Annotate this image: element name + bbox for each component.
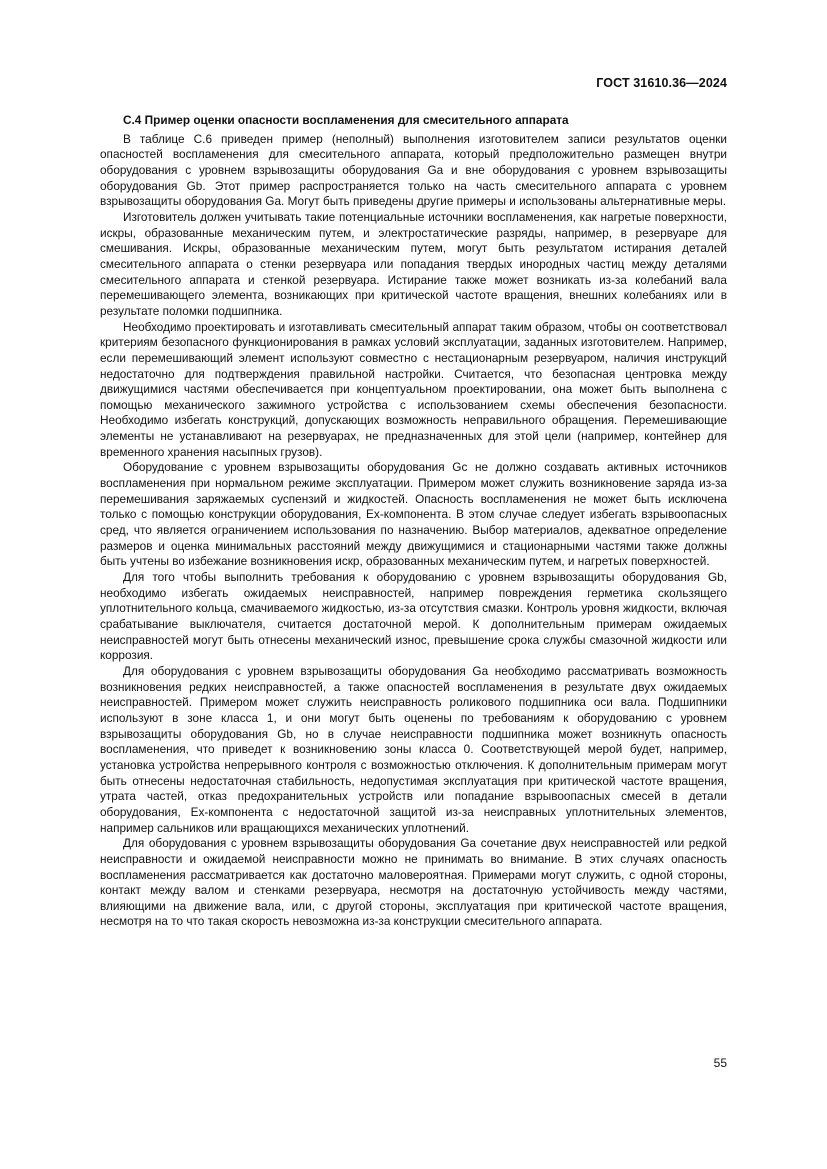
page-number: 55 <box>713 1056 727 1070</box>
paragraph-4: Оборудование с уровнем взрывозащиты оборудования Gc не должно создавать активных источников воспламенения при нормальном режиме эксплуатации. Примером может служить возникновение заряда из-за перемешивания заряжаемых суспензий и жидкостей. Опасность воспламенения не может быть исключена только с помощью конструкции оборудования, Ex-компонента. В этом случае следует избегать взрывоопасных сред, что является ограничением использования по назначению. Выбор материалов, адекватное определение размеров и оценка минимальных расстояний между движущимися и стационарными частями также должны быть учтены во избежание возникновения искр, образованных механическим путем, и нагретых поверхностей. <box>100 460 727 569</box>
paragraph-5: Для того чтобы выполнить требования к оборудованию с уровнем взрывозащиты оборудования Gb, необходимо избегать ожидаемых неисправностей, например повреждения герметика скользящего уплотнительного кольца, смачиваемого жидкостью, из-за отсутствия смазки. Контроль уровня жидкости, включая срабатывание выключателя, считается достаточной мерой. К дополнительным примерам ожидаемых неисправностей могут быть отнесены механический износ, превышение срока службы смазочной жидкости или коррозия. <box>100 570 727 663</box>
paragraph-6: Для оборудования с уровнем взрывозащиты оборудования Ga необходимо рассматривать возможность возникновения редких неисправностей, а также опасностей воспламенения в результате двух ожидаемых неисправностей. Примером может служить неисправность роликового подшипника оси вала. Подшипники используют в зоне класса 1, и они могут быть оценены по требованиям к оборудованию с уровнем взрывозащиты оборудования Gb, но в случае неисправности подшипника может возникнуть опасность воспламенения, что приведет к возникновению зоны класса 0. Соответствующей мерой будет, например, установка устройства непрерывного контроля с возможностью отключения. К дополнительным примерам могут быть отнесены недостаточная стабильность, недопустимая эксплуатация при критической частоте вращения, утрата частей, отказ предохранительных устройств или попадание взрывоопасных смесей в детали оборудования, Ex-компонента с недостаточной защитой из-за неисправных уплотнительных элементов, например сальников или вращающихся механических уплотнений. <box>100 663 727 835</box>
section-heading: С.4 Пример оценки опасности воспламенения для смесительного аппарата <box>123 113 569 127</box>
document-standard-number: ГОСТ 31610.36—2024 <box>596 76 727 90</box>
document-body <box>100 113 727 930</box>
paragraph-1: В таблице С.6 приведен пример (неполный) выполнения изготовителем записи результатов оценки опасностей воспламенения для смесительного аппарата, который предположительно размещен внутри оборудования с уровнем взрывозащиты оборудования Ga и вне оборудования с уровнем взрывозащиты оборудования Gb. Этот пример распространяется только на часть смесительного аппарата с уровнем взрывозащиты оборудования Ga. Могут быть приведены другие примеры и использованы альтернативные меры. <box>100 131 727 209</box>
paragraph-2: Изготовитель должен учитывать такие потенциальные источники воспламенения, как нагретые поверхности, искры, образованные механическим путем, и электростатические разряды, например, в резервуаре для смешивания. Искры, образованные механическим путем, могут быть результатом истирания деталей смесительного аппарата о стенки резервуара или попадания твердых инородных частиц между деталями смесительного аппарата и стенкой резервуара. Истирание также может возникать из-за колебаний вала перемешивающего элемента, возникающих при критической частоте вращения, внешних колебаниях или в результате поломки подшипника. <box>100 209 727 318</box>
paragraph-7: Для оборудования с уровнем взрывозащиты оборудования Ga сочетание двух неисправностей или редкой неисправности и ожидаемой неисправности можно не принимать во внимание. В этих случаях опасность воспламенения рассматривается как достаточно маловероятная. Примерами могут служить, с одной стороны, контакт между валом и стенками резервуара, несмотря на достаточную устойчивость между частями, влияющими на движение вала, или, с другой стороны, эксплуатация при критической частоте вращения, несмотря на то что такая скорость невозможна из-за конструкции смесительного аппарата. <box>100 836 727 929</box>
paragraph-3: Необходимо проектировать и изготавливать смесительный аппарат таким образом, чтобы он соответствовал критериям безопасного функционирования в рамках условий эксплуатации, заданных изготовителем. Например, если перемешивающий элемент используют совместно с нестационарным резервуаром, наличия инструкций недостаточно для подтверждения правильной настройки. Считается, что безопасная центровка между движущимися частями обеспечивается при концептуальном проектировании, она может быть выполнена с помощью механического зажимного устройства с использованием схемы обеспечения безопасности. Необходимо избегать конструкций, допускающих возможность неправильного обращения. Перемешивающие элементы не устанавливают на резервуарах, не предназначенных для этой цели (например, контейнер для временного хранения насыпных грузов). <box>100 319 727 459</box>
